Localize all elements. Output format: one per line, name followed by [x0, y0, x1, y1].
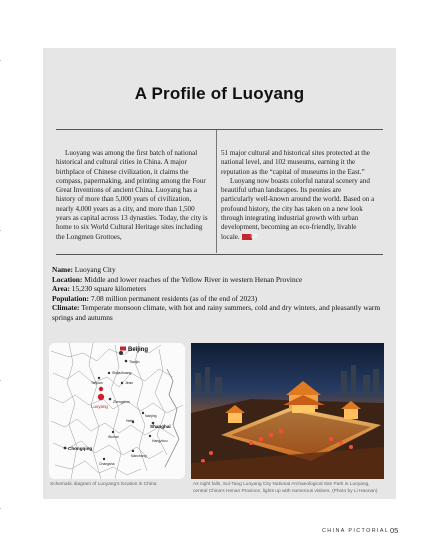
edge-mark [0, 230, 1, 231]
photo-graphic [191, 343, 384, 479]
chongqing-dot [64, 447, 67, 450]
map-graphic [49, 343, 185, 479]
map-label-hefei: Hefei [126, 419, 134, 423]
end-mark-icon: CP [242, 234, 252, 240]
jinan-dot [121, 382, 123, 384]
bottom-divider [56, 254, 383, 255]
fact-population: Population: 7.08 million permanent residents (as of the end of 2023) [52, 293, 258, 303]
left-column [56, 149, 210, 242]
map-label-zhengzhou: Zhengzhou [113, 400, 130, 404]
wuhan-dot [112, 431, 114, 433]
map-label-chongqing: Chongqing [68, 446, 93, 451]
beijing-dot [119, 351, 123, 355]
page-number: 05 [390, 526, 399, 535]
map-label-hangzhou: Hangzhou [152, 439, 168, 443]
right-paragraph-1: 51 major cultural and historical sites protected at the national level, and 102 museums, earning it the reputation as the “capital of museums in the East.” [221, 149, 370, 176]
map-label-taiyuan: Taiyuan [91, 381, 103, 385]
column-divider [216, 130, 217, 253]
fact-name: Name: Luoyang City [52, 265, 116, 274]
changsha-dot [103, 458, 105, 460]
fact-climate: Climate: Temperate monsoon climate, with hot and rainy summers, cold and dry winters, and pleasantly warm springs and autumns [52, 303, 381, 322]
luoyang-pin-icon [99, 387, 103, 391]
edge-mark [0, 508, 1, 509]
luoyang-marker-icon [98, 394, 104, 400]
fact-area: Area: 15,230 square kilometers [52, 284, 147, 294]
magazine-name: CHINA PICTORIAL [322, 528, 390, 534]
night-photo [191, 343, 384, 479]
zhengzhou-dot [109, 398, 112, 401]
map-label-shijiazhuang: Shijiazhuang [112, 371, 132, 375]
capital-marker-icon [120, 347, 126, 351]
edge-mark [0, 60, 1, 61]
tianjin-dot [125, 360, 128, 363]
map-label-wuhan: Wuhan [108, 435, 119, 439]
map-label-beijing: Beijing [128, 347, 149, 353]
location-map [49, 343, 185, 479]
nanjing-dot [142, 412, 144, 414]
fact-location: Location: Middle and lower reaches of the Yellow River in western Henan Province [52, 274, 303, 284]
map-label-nanjing: Nanjing [145, 414, 157, 418]
map-label-shanghai: Shanghai [150, 424, 171, 429]
map-caption: Schematic diagram of Luoyang’s location in China. [50, 482, 158, 487]
map-label-changsha: Changsha [99, 462, 115, 466]
right-paragraph-2 [221, 177, 375, 242]
nanchang-dot [132, 450, 134, 452]
map-label-tianjin: Tianjin [129, 360, 140, 364]
map-label-jinan: Jinan [125, 381, 134, 385]
top-divider [56, 129, 383, 130]
right-paragraph-2-text: Luoyang now boasts colorful natural scenery and beautiful urban landscapes. Its peonies are particularly well-known around the world. Based on a profound history, the city has taken on a new look through integrating industrial growth with urban development, becoming an eco-friendly, livable locale. [221, 176, 375, 241]
shijiazhuang-dot [108, 372, 110, 374]
page-title: A Profile of Luoyang [134, 84, 305, 103]
fact-box [52, 265, 388, 323]
taiyuan-dot [98, 377, 100, 379]
hangzhou-dot [149, 435, 151, 437]
left-paragraph: Luoyang was among the first batch of national historical and cultural cities in China. A major birthplace of Chinese civilization, it claims the compass, papermaking, and printing among the Four Great Inventions of ancient China. Luoyang has a history of more than 5,000 years of civilization, nearly 4,000 years as a city, and more than 1,500 years as capital across 13 dynasties. Today, the city is home to six World Cultural Heritage sites including the Longmen Grottoes, [56, 149, 208, 241]
map-label-nanchang: Nanchang [131, 454, 147, 458]
photo-caption: As night falls, Sui-Tang Luoyang City National Archaeological Site Park in Luoyang, central China’s Henan Province, lights up with numerous visitors. (Photo by Li Haonan) [193, 482, 378, 494]
right-column [221, 149, 375, 242]
edge-mark [0, 380, 1, 381]
map-label-luoyang: Luoyang [91, 404, 108, 409]
